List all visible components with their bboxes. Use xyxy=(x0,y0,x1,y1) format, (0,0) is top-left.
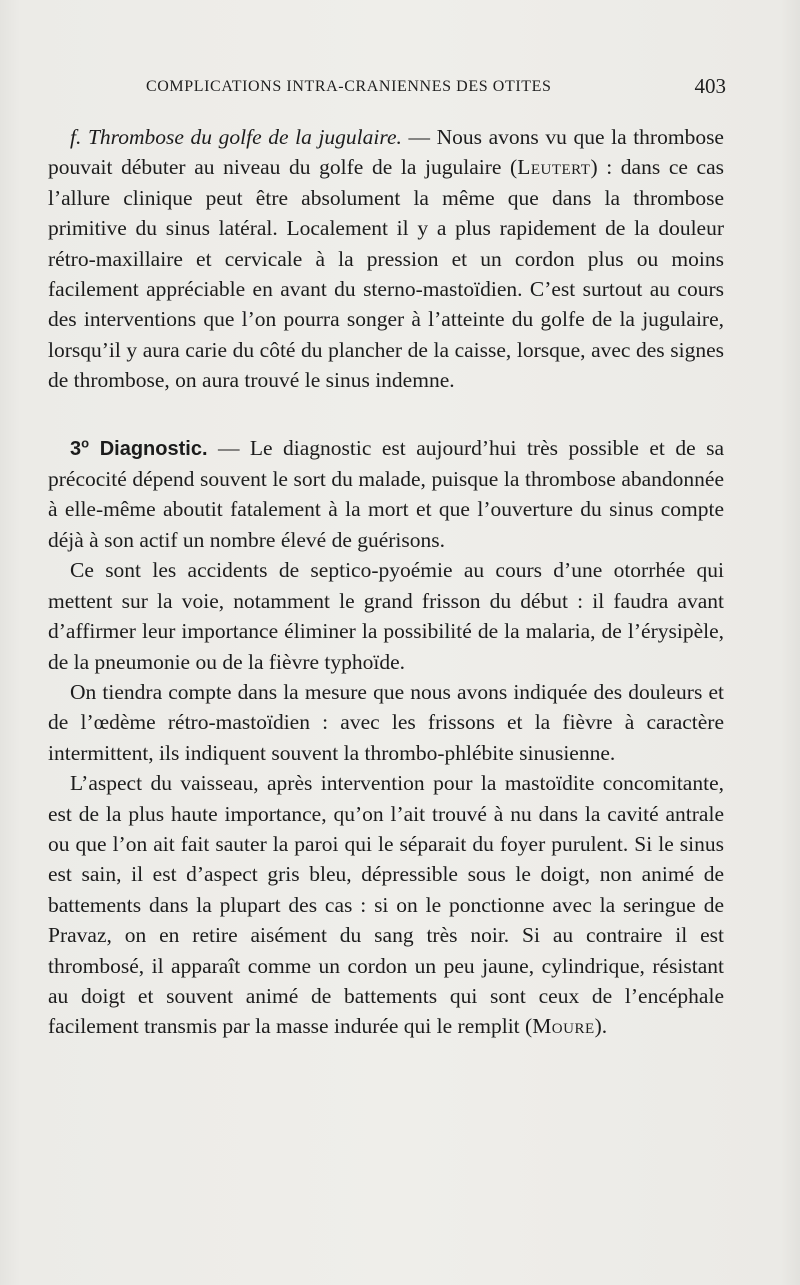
paragraph-accidents xyxy=(48,555,724,677)
author-name: Moure xyxy=(532,1014,595,1039)
page-number: 403 xyxy=(694,74,726,98)
paragraph-text: — Le diagnostic est aujourd’hui très possible et de sa précocité dépend souvent le sort du malade, puisque la thrombose abandonnée à elle-même aboutit fatalement à la mort et que l’ouverture du sinus compte déjà à son actif un nombre élevé de guérisons. xyxy=(48,435,724,552)
paragraph-golfe-jugulaire xyxy=(48,122,724,396)
paragraph-text: ). xyxy=(594,1014,608,1039)
section-number: 3 xyxy=(70,437,82,460)
author-name: Leutert xyxy=(517,155,591,180)
body-text xyxy=(48,122,724,1042)
paragraph-diagnostic xyxy=(48,433,724,556)
subsection-heading: f. Thrombose du golfe de la jugulaire. xyxy=(70,125,402,149)
degree-sign: o xyxy=(81,435,90,450)
paragraph-aspect-vaisseau xyxy=(48,768,724,1042)
paragraph-text: L’aspect du vaisseau, après intervention pour la mastoïdite concomitante, est de la plus haute importance, qu’on l’ait trouvé à nu dans la cavité antrale ou que l’on ait fait sauter la paroi qui le séparait du foyer purulent. Si le sinus est sain, il est d’aspect gris bleu, dépressible sous le doigt, non animé de battements dans la plupart des cas : si on le ponctionne avec la seringue de Pravaz, on en retire aisément du sang très noir. Si au contraire il est thrombosé, il apparaît comme un cordon un peu jaune, cylindrique, résistant au doigt et souvent animé de battements qui sont ceux de l’encéphale facilement transmis par la masse indurée qui le remplit ( xyxy=(48,771,724,1039)
paragraph-text: On tiendra compte dans la mesure que nous avons indiquée des douleurs et de l’œdème rétro-mastoïdien : avec les frissons et la fièvre à caractère intermittent, ils indiquent souvent la thrombo-phlébite sinusienne. xyxy=(48,679,724,765)
paragraph-douleurs xyxy=(48,677,724,768)
page-header xyxy=(146,74,726,106)
paragraph-text: Ce sont les accidents de septico-pyoémie au cours d’une otorrhée qui mettent sur la voie, notamment le grand frisson du début : il faudra avant d’affirmer leur importance éliminer la possibilité de la malaria, de l’érysipèle, de la pneumonie ou de la fièvre typhoïde. xyxy=(48,558,724,674)
section-title: Diagnostic. xyxy=(89,437,208,460)
running-title: COMPLICATIONS INTRA-CRANIENNES DES OTITES xyxy=(146,78,552,95)
paragraph-text: ) : dans ce cas l’allure clinique peut être absolument la même que dans la thrombose primitive du sinus latéral. Localement il y a plus rapidement de la douleur rétro-maxillaire et cervicale à la pression et un cordon plus ou moins facilement appréciable en avant du sterno-mastoïdien. C’est surtout au cours des interventions que l’on pourra songer à l’atteinte du golfe de la jugulaire, lorsqu’il y aura carie du côté du plancher de la caisse, lorsque, avec des signes de thrombose, on aura trouvé le sinus indemne. xyxy=(48,155,724,393)
section-heading xyxy=(70,435,208,460)
paragraph-text: — Nous avons vu que la thrombose pouvait débuter au niveau du golfe de la jugulaire ( xyxy=(48,125,724,180)
